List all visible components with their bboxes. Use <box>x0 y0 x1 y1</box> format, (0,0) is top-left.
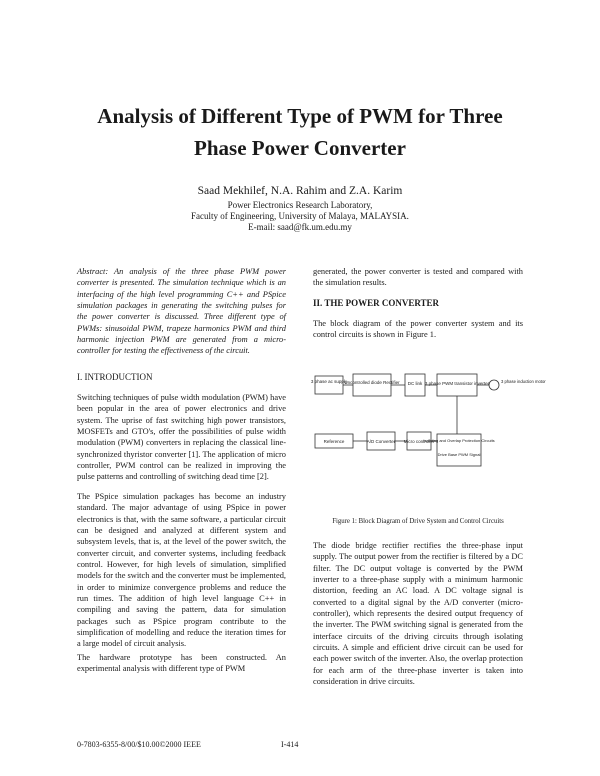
supply-label: 3 phase ac supply <box>310 379 348 384</box>
author-list: Saad Mekhilef, N.A. Rahim and Z.A. Karim <box>197 185 403 197</box>
rectifier-label: Uncontrolled diode Rectifier <box>344 380 400 385</box>
footer-page-number: I-414 <box>281 740 299 749</box>
ad-converter-label: A/D Converter <box>366 439 396 444</box>
drive-label: Drive Base PWM Signal <box>437 452 481 457</box>
intro-paragraph-3: The hardware prototype has been constructed. An experimental analysis with different type of PWM <box>77 653 286 674</box>
intro-paragraph-1: Switching techniques of pulse width modulation (PWM) have been popular in the area of power electronics and drive system. The uprise of fast switching high power transistors, MOSFETs and GTO's, offer the possibilities of pulse width modulation (PWM) converters in replacing the classical line-synchronized thyristor converter [1]. The application of micro controller, PWM control can be realized in improving the pulse patterns and controlling of switching dead time [2]. <box>77 393 286 482</box>
inverter-label: 3 phase PWM transistor inverter <box>424 381 490 386</box>
section-2-body <box>313 540 523 687</box>
dc-link-label: DC link <box>407 381 423 386</box>
motor-symbol <box>489 380 499 390</box>
section-2-paragraph-2: The diode bridge rectifier rectifies the three-phase input supply. The output power from the rectifier is filtered by a DC filter. The DC output voltage is converted by the PWM inverter to a three-phase supply with a minimum harmonic distortion, feeding an AC load. A DC voltage signal is converted to a digital signal by the A/D converter (micro-controller), which represents the desired output frequency of the inverter. The PWM switching signal is generated from the interface circuits of the driving circuits through isolating circuits. A simple and efficient drive circuit can be used for each power switch of the inverter. Also, the overlap protection for each arm of the three-phase inverter is taken into consideration in drive circuits. <box>313 541 523 687</box>
paper-title-line-1: Analysis of Different Type of PWM for Three <box>97 104 503 128</box>
section-2-intro <box>313 318 523 341</box>
section-1-heading: I. INTRODUCTION <box>77 372 153 382</box>
affiliation-lab: Power Electronics Research Laboratory, <box>227 200 373 210</box>
micro-controller-label: Micro controller <box>403 439 435 444</box>
figure-1-block-diagram <box>310 370 546 500</box>
figure-1-caption: Figure 1: Block Diagram of Drive System and Control Circuits <box>332 518 504 525</box>
continuation-text: generated, the power converter is tested and compared with the simulation results. <box>313 267 523 288</box>
affiliation-email: E-mail: saad@fk.um.edu.my <box>248 222 352 232</box>
intro-paragraph-2: The PSpice simulation packages has become an industry standard. The major advantage of using PSpice in power electronics is that, with the same software, a particular circuit can be designed and analyzed at different system and subsystem levels, that is, at the level of the power switch, the converter circuit, and converter systems, including feedback control. However, for high levels of simulation, simplified models for the switch and the converter must be implemented, in order to minimize convergence problems and reduce the run times. The addition of high level language C++ in compiling and saving the pattern, data for simulation packages such as PSpice program contribute to the simplification of modelling and reduce the iteration times for a large model of circuit analysis. <box>77 492 286 649</box>
intro-column <box>77 392 286 483</box>
right-column-continuation <box>313 266 523 289</box>
footer-isbn: 0-7803-6355-8/00/$10.00©2000 IEEE <box>77 740 201 749</box>
affiliation-faculty: Faculty of Engineering, University of Malaya, MALAYSIA. <box>191 211 409 221</box>
paper-title-line-2: Phase Power Converter <box>194 136 406 160</box>
reference-label: Reference <box>323 439 345 444</box>
rectifier-box <box>353 374 391 396</box>
left-column <box>77 266 286 357</box>
abstract: Abstract: An analysis of the three phase PWM power converter is presented. The simulation technique which is an interfacing of the high level programming C++ and PSpice simulation packages in generating the switching pulses for the power converter is discussed. Three different type of PWMs: sinusoidal PWM, trapeze harmonics PWM and third harmonic injection PWM are generated from a micro-controller for testing the effectiveness of the circuit. <box>77 267 286 356</box>
intro-column-3 <box>77 652 286 675</box>
section-2-heading: II. THE POWER CONVERTER <box>313 298 440 308</box>
isolation-label: Isolating and Overlap Protection Circuits <box>423 438 495 443</box>
motor-label: 3 phase induction motor <box>501 379 546 384</box>
intro-column-2 <box>77 491 286 650</box>
section-2-paragraph-1: The block diagram of the power converter system and its control circuits is shown in Figure 1. <box>313 319 523 340</box>
